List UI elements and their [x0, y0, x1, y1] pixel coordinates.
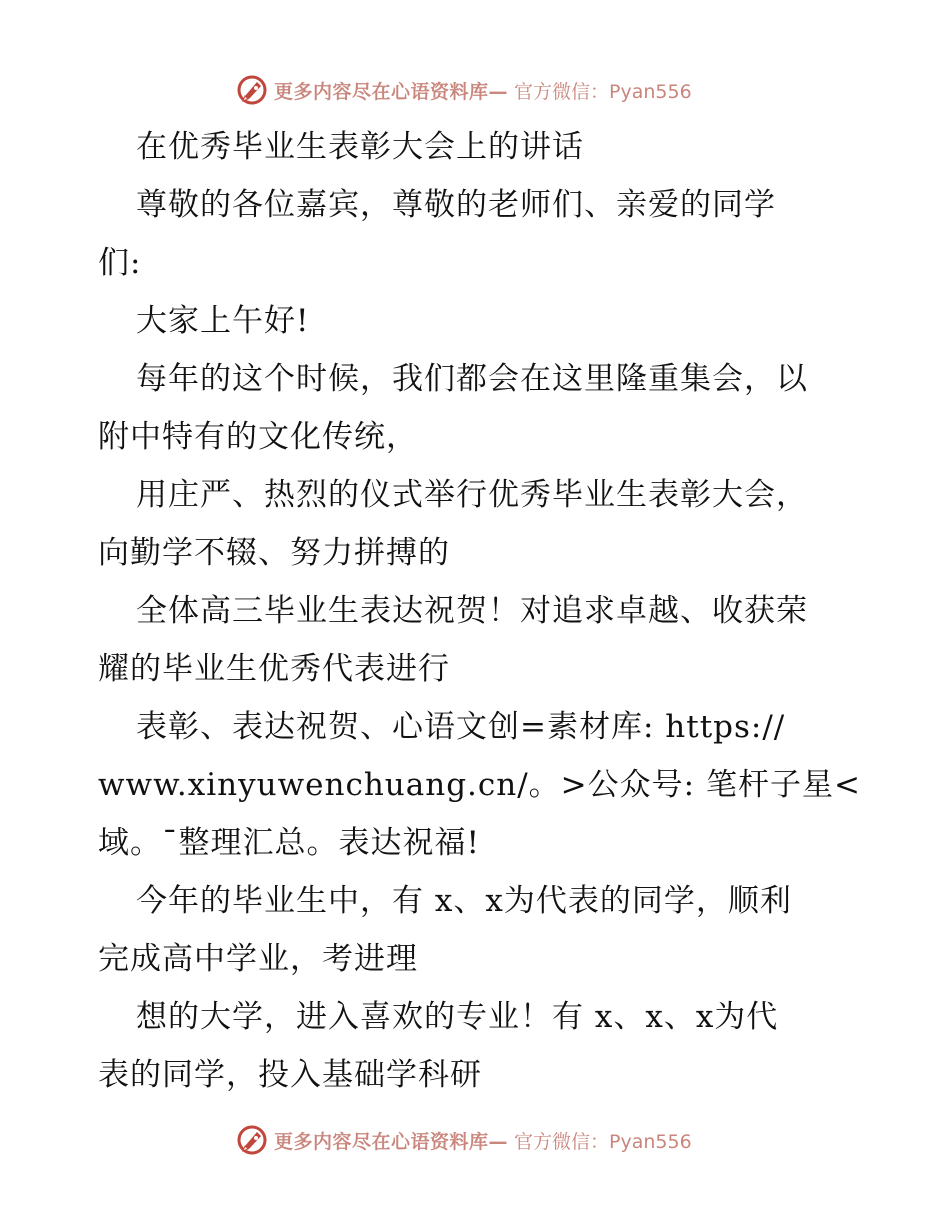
paragraph-line: 每年的这个时候，我们都会在这里隆重集会，以	[136, 361, 808, 397]
paragraph-line: 想的大学，进入喜欢的专业！有 x、x、x为代	[136, 999, 779, 1035]
paragraph-line: 大家上午好!	[136, 303, 310, 339]
pen-logo-icon	[236, 1124, 268, 1156]
header-banner	[236, 72, 692, 108]
paragraph-line: 附中特有的文化传统，	[98, 419, 418, 455]
banner-wechat-text: 官方微信：Pyan556	[514, 1130, 692, 1153]
banner-promo-text: 更多内容尽在心语资料库—	[274, 1130, 509, 1153]
paragraph-line: 完成高中学业，考进理	[98, 941, 418, 977]
paragraph-line: 用庄严、热烈的仪式举行优秀毕业生表彰大会，	[136, 477, 808, 513]
paragraph-line: 向勤学不辍、努力拼搏的	[98, 535, 450, 571]
banner-wechat-text: 官方微信：Pyan556	[514, 80, 692, 103]
paragraph-line: 域。¯整理汇总。表达祝福!	[98, 825, 480, 861]
paragraph-line: 今年的毕业生中，有 x、x为代表的同学，顺利	[136, 883, 792, 919]
paragraph-line: 们:	[98, 245, 142, 281]
banner-promo-text: 更多内容尽在心语资料库—	[274, 80, 509, 103]
paragraph-line: 表彰、表达祝贺、心语文创=素材库: https://	[136, 709, 786, 745]
paragraph-line: 尊敬的各位嘉宾，尊敬的老师们、亲爱的同学	[136, 187, 776, 223]
document-title: 在优秀毕业生表彰大会上的讲话	[136, 129, 584, 165]
paragraph-line: www.xinyuwenchuang.cn/。>公众号: 笔杆子星<	[98, 767, 861, 803]
paragraph-line: 耀的毕业生优秀代表进行	[98, 651, 450, 687]
document-body	[98, 118, 861, 1104]
pen-logo-icon	[236, 74, 268, 106]
footer-banner	[236, 1122, 692, 1158]
paragraph-line: 表的同学，投入基础学科研	[98, 1057, 482, 1093]
paragraph-line: 全体高三毕业生表达祝贺！对追求卓越、收获荣	[136, 593, 808, 629]
